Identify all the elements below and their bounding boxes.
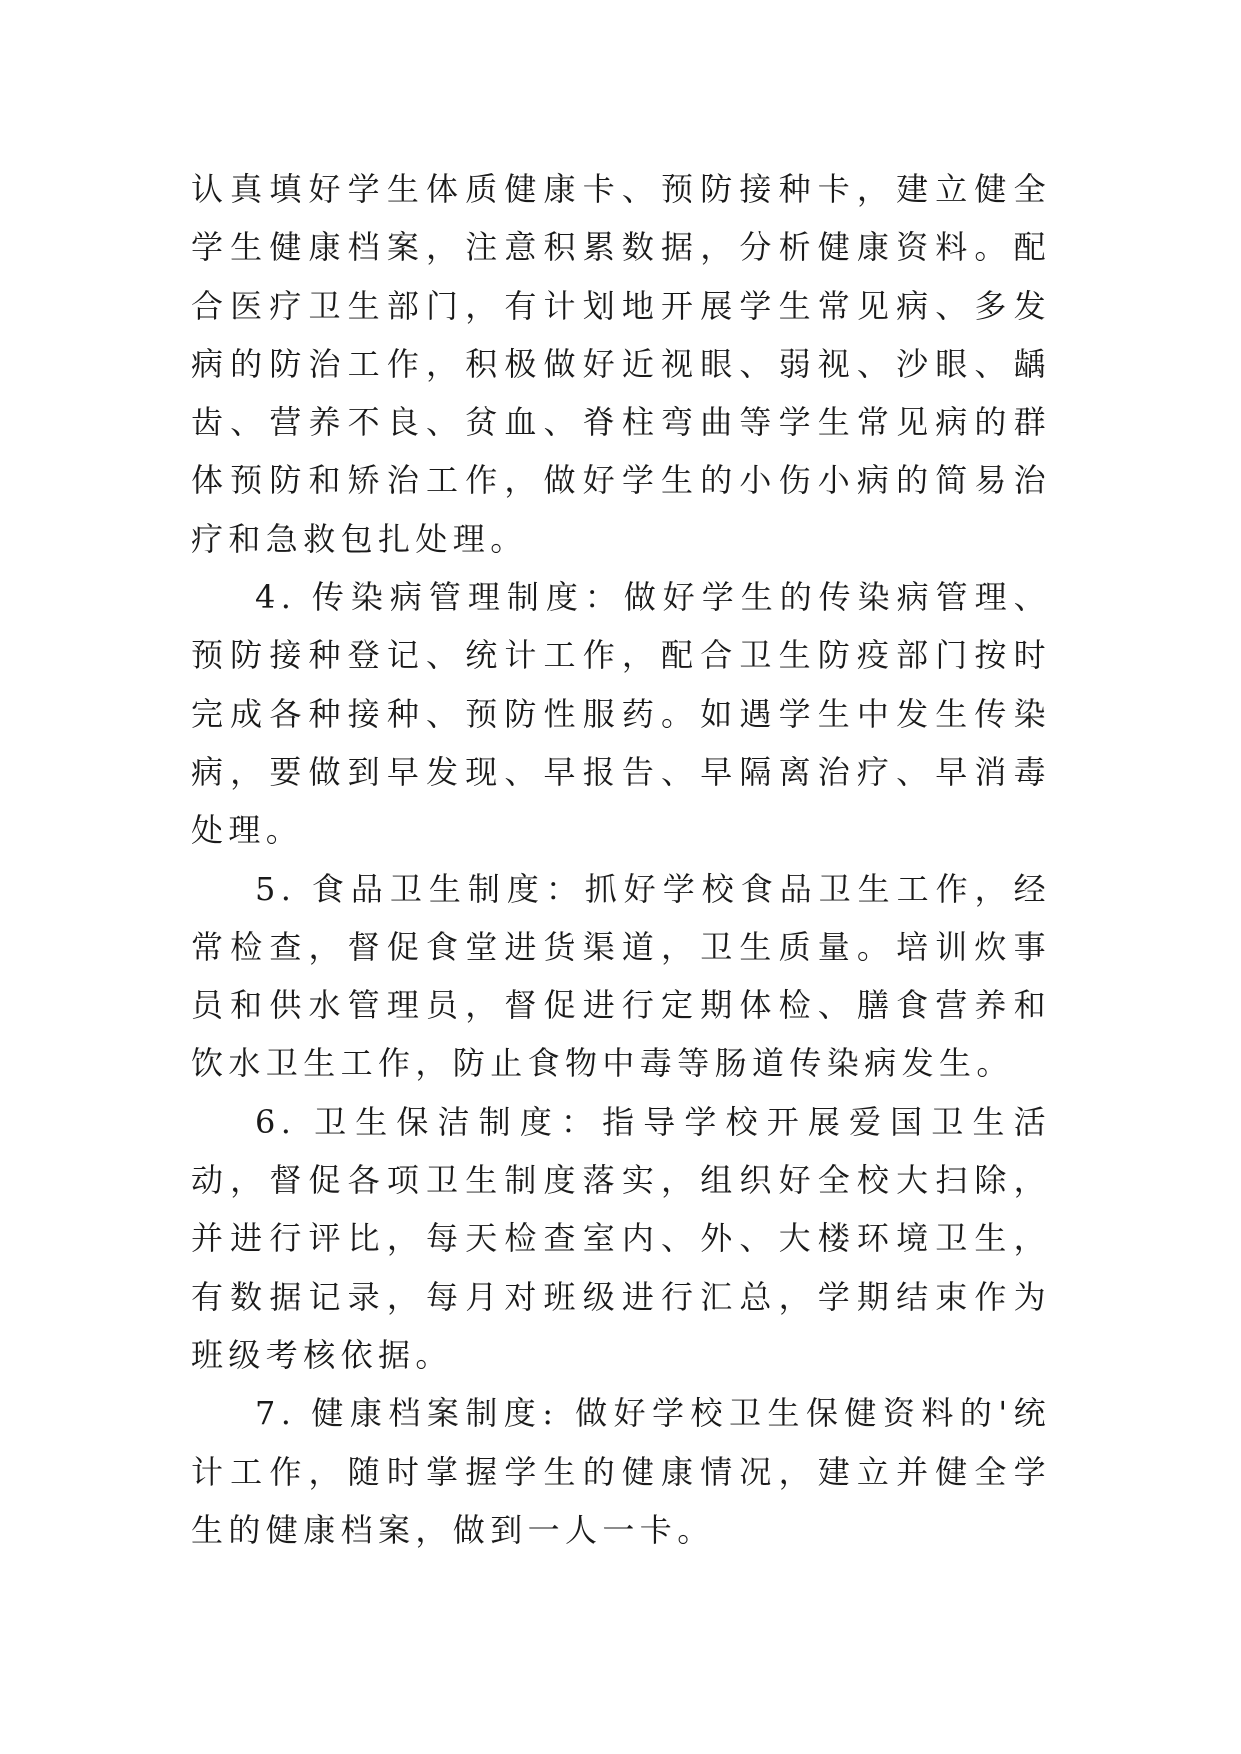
paragraph-text: 传染病管理制度：做好学生的传染病管理、预防接种登记、统计工作，配合卫生防疫部门按时完成各种接种、预防性服药。如遇学生中发生传染病，要做到早发现、早报告、早隔离治疗、早消毒处理。 (191, 578, 1051, 850)
paragraph-item-6 (191, 1093, 1051, 1384)
paragraph-number: 5. (255, 869, 297, 908)
paragraph-number: 6. (255, 1102, 297, 1141)
paragraph-item-5 (191, 860, 1051, 1093)
paragraph-text: 食品卫生制度：抓好学校食品卫生工作，经常检查，督促食堂进货渠道，卫生质量。培训炊事员和供水管理员，督促进行定期体检、膳食营养和饮水卫生工作，防止食物中毒等肠道传染病发生。 (191, 869, 1051, 1083)
paragraph-item-7 (191, 1384, 1051, 1559)
paragraph-number: 4. (255, 578, 297, 617)
paragraph-text: 卫生保洁制度：指导学校开展爱国卫生活动，督促各项卫生制度落实，组织好全校大扫除，并进行评比，每天检查室内、外、大楼环境卫生，有数据记录，每月对班级进行汇总，学期结束作为班级考核依据。 (191, 1102, 1051, 1374)
document-body (191, 160, 1051, 1559)
paragraph-text: 健康档案制度: 做好学校卫生保健资料的'统计工作，随时掌握学生的健康情况，建立并健全学生的健康档案，做到一人一卡。 (191, 1394, 1051, 1549)
paragraph-item-4 (191, 568, 1051, 859)
paragraph-continuation: 认真填好学生体质健康卡、预防接种卡，建立健全学生健康档案，注意积累数据，分析健康资料。配合医疗卫生部门，有计划地开展学生常见病、多发病的防治工作，积极做好近视眼、弱视、沙眼、龋齿、营养不良、贫血、脊柱弯曲等学生常见病的群体预防和矫治工作，做好学生的小伤小病的简易治疗和急救包扎处理。 (191, 170, 1051, 558)
paragraph-number: 7. (255, 1394, 297, 1433)
